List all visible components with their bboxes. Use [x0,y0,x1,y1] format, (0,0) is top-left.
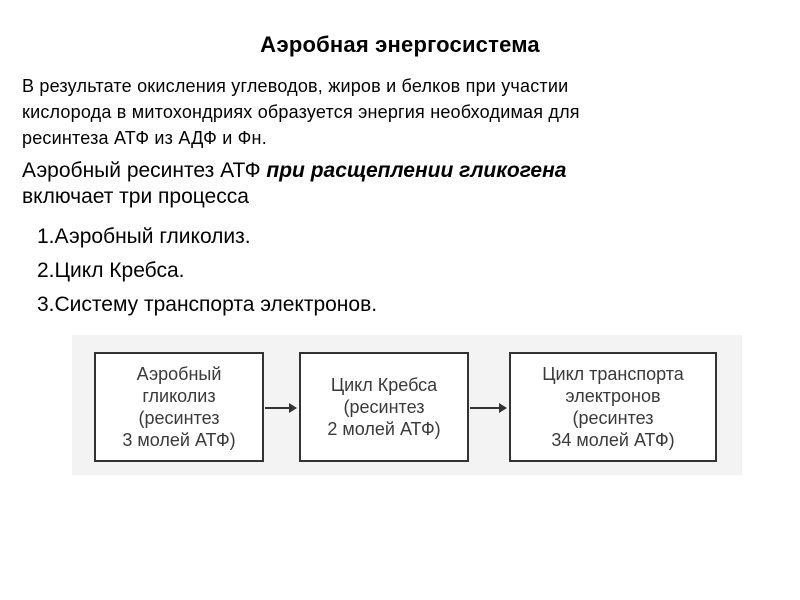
box-line: (ресинтез [138,408,220,428]
intro-paragraph [22,73,782,151]
list-item: 1.Аэробный гликолиз. [37,225,251,248]
box-line: 2 молей АТФ) [327,419,441,439]
process-diagram [72,335,742,475]
box-line: 3 молей АТФ) [122,430,236,450]
box-line: гликолиз [142,386,216,406]
box-line: Цикл Кребса [330,375,438,395]
para-prefix: Аэробный ресинтез АТФ [22,159,267,182]
diagram-box-glycolysis [94,352,264,462]
box-line: электронов [565,386,661,406]
arrow-right-icon [470,407,505,409]
box-line: 34 молей АТФ) [551,430,675,450]
intro-line: кислорода в митохондриях образуется энергия необходимая для [22,102,580,122]
box-line: Цикл транспорта [542,364,684,384]
box-line: (ресинтез [572,408,654,428]
diagram-box-krebs [299,352,469,462]
arrow-right-icon [265,407,295,409]
para-suffix: включает три процесса [22,185,249,208]
slide-title: Аэробная энергосистема [260,32,540,57]
diagram-box-electron-transport [509,352,717,462]
para-emphasis: при расщеплении гликогена [266,159,567,182]
intro-line: В результате окисления углеводов, жиров и белков при участии [22,76,569,96]
process-paragraph [22,158,782,210]
intro-line: ресинтеза АТФ из АДФ и Фн. [22,128,267,148]
list-item: 2.Цикл Кребса. [37,259,185,282]
list-item: 3.Систему транспорта электронов. [37,293,378,316]
box-line: (ресинтез [343,397,425,417]
box-line: Аэробный [136,364,222,384]
